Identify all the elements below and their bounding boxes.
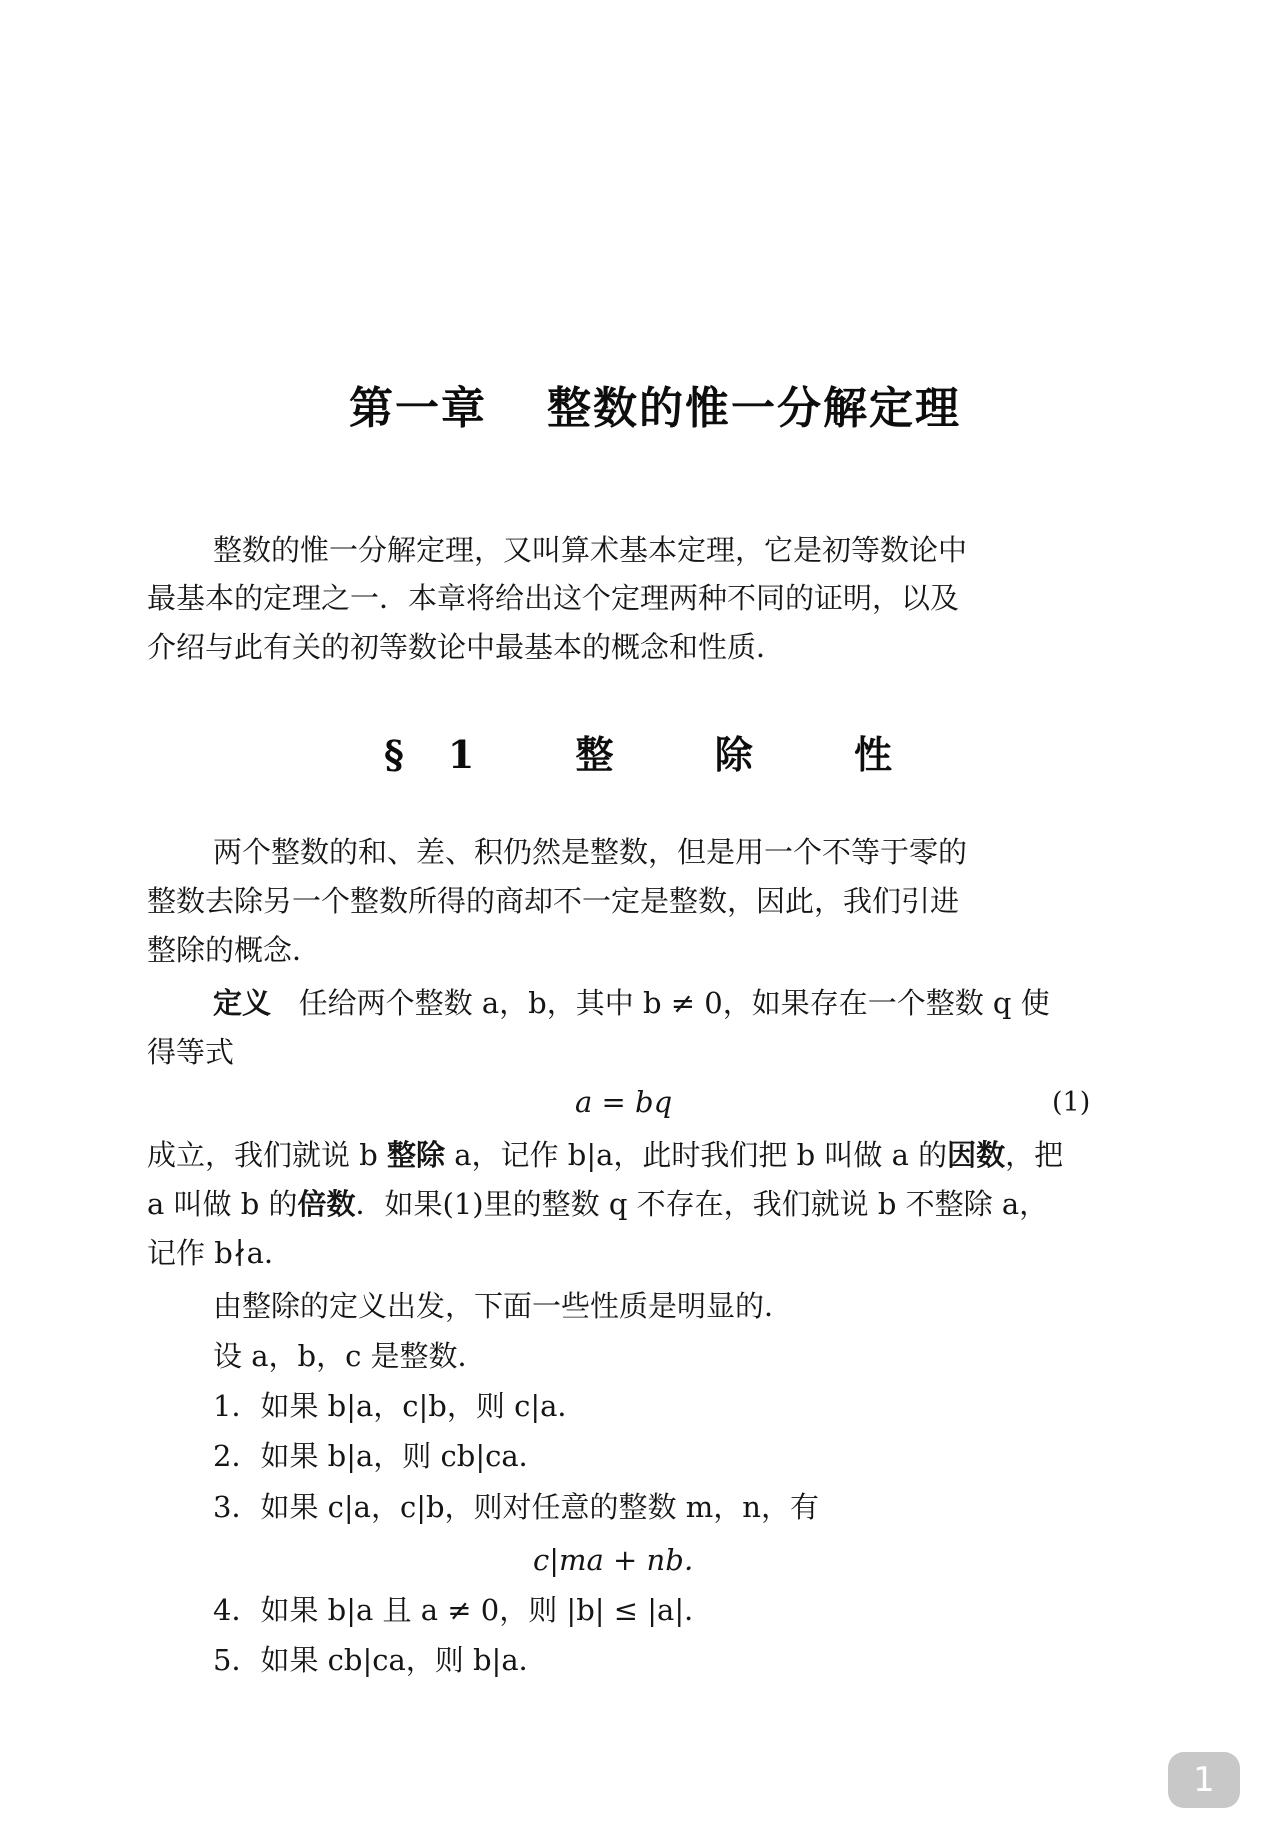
- def3-a: 成立，我们就说 b: [147, 1138, 388, 1172]
- definition-label: 定义: [213, 986, 272, 1020]
- property-item-3: 3．如果 c|a，c|b，则对任意的整数 m，n，有: [213, 1490, 819, 1524]
- properties-intro-2: 设 a，b，c 是整数．: [213, 1339, 487, 1373]
- definition-line-4: [147, 1184, 1097, 1224]
- definition-line-3: [147, 1135, 1097, 1175]
- chapter-label: 第一章: [349, 383, 487, 434]
- para1-line-1: 两个整数的和、差、积仍然是整数，但是用一个不等于零的: [213, 835, 968, 869]
- formula-1: a = bq: [575, 1085, 673, 1119]
- term-factor: 因数: [947, 1138, 1006, 1172]
- equation-number-1: (1): [1052, 1087, 1091, 1118]
- definition-text-1: 任给两个整数 a，b，其中 b ≠ 0，如果存在一个整数 q 使: [298, 986, 1050, 1020]
- property-item-4: 4．如果 b|a 且 a ≠ 0，则 |b| ≤ |a|．: [213, 1593, 714, 1627]
- chapter-title: [0, 372, 1280, 436]
- intro-line-2: 最基本的定理之一．本章将给出这个定理两种不同的证明，以及: [147, 581, 960, 615]
- def4-c: ．如果(1)里的整数 q 不存在，我们就说 b 不整除 a，: [355, 1187, 1049, 1221]
- def3-e: ，把: [1005, 1138, 1064, 1172]
- def3-c: a，记作 b|a，此时我们把 b 叫做 a 的: [445, 1138, 948, 1172]
- properties-intro-1: 由整除的定义出发，下面一些性质是明显的．: [213, 1289, 794, 1323]
- definition-line-1: [213, 983, 1163, 1023]
- chapter-name: 整数的惟一分解定理: [547, 383, 961, 434]
- page-number-badge: 1: [1168, 1752, 1240, 1808]
- para1-line-2: 整数去除另一个整数所得的商却不一定是整数，因此，我们引进: [147, 884, 960, 918]
- term-divides: 整除: [387, 1138, 446, 1172]
- intro-line-1: 整数的惟一分解定理，又叫算术基本定理，它是初等数论中: [213, 533, 968, 567]
- section-title: §1 整 除 性: [383, 732, 936, 777]
- def4-a: a 叫做 b 的: [147, 1187, 298, 1221]
- definition-line-5: 记作 b∤a．: [147, 1236, 293, 1270]
- intro-line-3: 介绍与此有关的初等数论中最基本的概念和性质．: [147, 630, 786, 664]
- term-multiple: 倍数: [297, 1187, 356, 1221]
- definition-line-2: 得等式: [147, 1035, 235, 1069]
- para1-line-3: 整除的概念．: [147, 933, 322, 967]
- property-item-1: 1．如果 b|a，c|b，则 c|a．: [213, 1389, 587, 1423]
- property-item-5: 5．如果 cb|ca，则 b|a．: [213, 1643, 548, 1677]
- property-3-formula: c|ma + nb．: [533, 1543, 713, 1577]
- property-item-2: 2．如果 b|a，则 cb|ca．: [213, 1439, 548, 1473]
